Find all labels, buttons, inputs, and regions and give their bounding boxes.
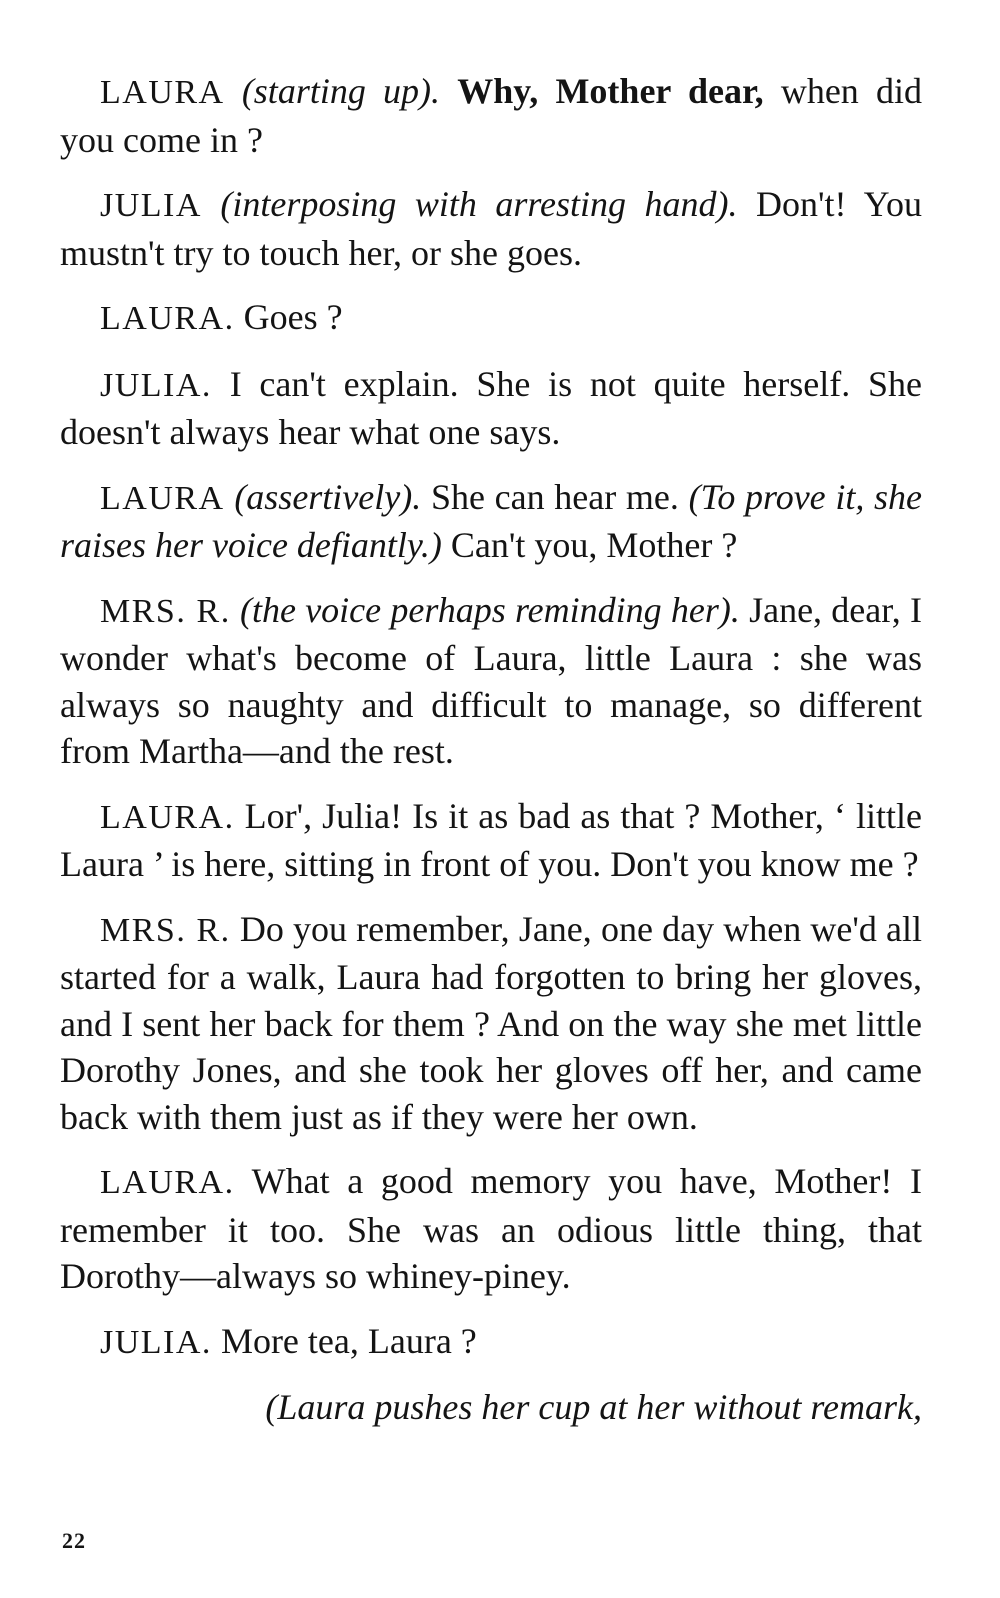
speaker-name: LAURA. — [100, 1164, 235, 1201]
speech-6 — [60, 587, 922, 775]
speaker-name: LAURA. — [100, 798, 235, 836]
speech-9 — [60, 1158, 922, 1300]
speaker-name: MRS. R. — [100, 911, 231, 949]
dialogue-text: She can hear me. — [430, 476, 679, 517]
stage-direction-inline: (To prove it, she raises her voice defiantly.) — [60, 476, 923, 565]
stage-direction: (the voice perhaps reminding her). — [239, 589, 740, 630]
speaker-name: LAURA. — [100, 300, 235, 337]
speaker-name: LAURA — [100, 479, 225, 517]
speaker-name: JULIA. — [100, 366, 212, 404]
dialogue-text: More tea, Laura ? — [220, 1320, 477, 1361]
speaker-name: MRS. R. — [100, 592, 231, 630]
dialogue-text: Goes ? — [243, 297, 343, 337]
speech-5 — [60, 474, 922, 569]
dialogue-emphasis: Why, Mother dear, — [457, 71, 764, 111]
speaker-name: JULIA. — [100, 1323, 212, 1361]
closing-stage-direction: (Laura pushes her cup at her without remark, — [265, 1387, 922, 1427]
dialogue-text: when did you come in ? — [60, 71, 923, 160]
speech-4 — [60, 361, 922, 456]
page-body — [60, 68, 922, 1431]
stage-direction: (starting up). — [241, 71, 441, 111]
speech-3 — [60, 294, 922, 343]
dialogue-text: Lor', Julia! Is it as bad as that ? Mother, ‘ little Laura ’ is here, sitting in front of you. Don't you know me ? — [60, 795, 922, 884]
speaker-name: LAURA — [100, 74, 225, 111]
dialogue-text: I can't explain. She is not quite herself. She doesn't always hear what one says. — [60, 363, 922, 452]
dialogue-text: Do you remember, Jane, one day when we'd all started for a walk, Laura had forgotten to bring her gloves, and I sent her back for them ? And on the way she met little Dorothy Jones, and she took her gloves off her, and came back with them just as if they were her own. — [60, 908, 922, 1137]
speech-2 — [60, 181, 922, 276]
dialogue-text: What a good memory you have, Mother! I remember it too. She was an odious little thing, that Dorothy—always so whiney-piney. — [60, 1161, 922, 1296]
speech-1 — [60, 68, 922, 163]
page-number: 22 — [62, 1528, 86, 1553]
dialogue-text: Don't! You mustn't try to touch her, or she goes. — [60, 184, 923, 273]
speech-7 — [60, 793, 922, 888]
speech-8 — [60, 906, 922, 1141]
speaker-name: JULIA — [100, 187, 202, 224]
speech-10 — [60, 1318, 922, 1367]
dialogue-text: Jane, dear, I wonder what's become of Laura, little Laura : she was always so naughty and difficult to manage, so different from Martha—and the rest. — [60, 589, 923, 771]
dialogue-text-2: Can't you, Mother ? — [450, 525, 738, 565]
stage-direction: (interposing with arresting hand). — [220, 184, 738, 224]
stage-direction: (assertively). — [234, 476, 422, 517]
